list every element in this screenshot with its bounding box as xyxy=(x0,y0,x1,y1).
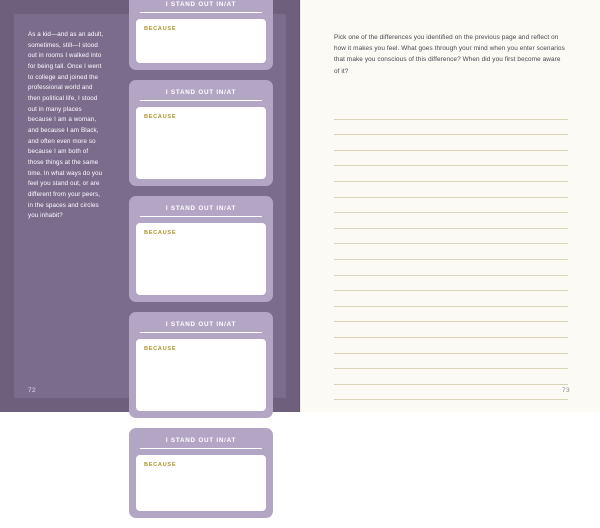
stand-out-card[interactable] xyxy=(129,312,273,418)
card-response-field[interactable] xyxy=(136,339,266,411)
stand-out-card[interactable] xyxy=(129,428,273,518)
writing-line[interactable] xyxy=(334,182,568,198)
writing-line[interactable] xyxy=(334,354,568,370)
card-title: I STAND OUT IN/AT xyxy=(140,437,262,449)
card-response-field[interactable] xyxy=(136,107,266,179)
card-response-field[interactable] xyxy=(136,455,266,511)
writing-line[interactable] xyxy=(334,213,568,229)
page-number-right: 73 xyxy=(561,387,570,394)
card-title: I STAND OUT IN/AT xyxy=(140,321,262,333)
writing-line[interactable] xyxy=(334,104,568,120)
because-label: BECAUSE xyxy=(144,114,177,120)
stand-out-card[interactable] xyxy=(129,196,273,302)
writing-line[interactable] xyxy=(334,151,568,167)
book-gutter xyxy=(299,0,301,412)
left-page xyxy=(0,0,300,468)
writing-line[interactable] xyxy=(334,229,568,245)
writing-line[interactable] xyxy=(334,135,568,151)
ruled-writing-area[interactable] xyxy=(334,104,568,400)
writing-line[interactable] xyxy=(334,244,568,260)
stand-out-card-list xyxy=(129,0,279,528)
writing-line[interactable] xyxy=(334,276,568,292)
writing-line[interactable] xyxy=(334,198,568,214)
writing-line[interactable] xyxy=(334,120,568,136)
card-title: I STAND OUT IN/AT xyxy=(140,1,262,13)
because-label: BECAUSE xyxy=(144,26,177,32)
left-page-prompt: As a kid—and as an adult, sometimes, still—I stood out in rooms I walked into for being tall. Once I went to college and joined the professional world and then political life, I stood out in many places because I am a woman, and because I am Black, and often even more so because I am both of those things at the same time. In what ways do you feel you stand out, or are different from your peers, in the spaces and circles you inhabit? xyxy=(28,31,104,220)
writing-line[interactable] xyxy=(334,291,568,307)
card-response-field[interactable] xyxy=(136,19,266,63)
page-number-left: 72 xyxy=(28,387,37,394)
card-title: I STAND OUT IN/AT xyxy=(140,89,262,101)
because-label: BECAUSE xyxy=(144,462,177,468)
stand-out-card[interactable] xyxy=(129,0,273,70)
writing-line[interactable] xyxy=(334,307,568,323)
writing-line[interactable] xyxy=(334,166,568,182)
writing-line[interactable] xyxy=(334,385,568,401)
because-label: BECAUSE xyxy=(144,230,177,236)
card-title: I STAND OUT IN/AT xyxy=(140,205,262,217)
because-label: BECAUSE xyxy=(144,346,177,352)
writing-line[interactable] xyxy=(334,338,568,354)
right-page-prompt: Pick one of the differences you identified on the previous page and reflect on how it makes you feel. What goes through your mind when you enter scenarios that make you conscious of this difference? When did you first become aware of it? xyxy=(334,34,565,75)
writing-line[interactable] xyxy=(334,369,568,385)
stand-out-card[interactable] xyxy=(129,80,273,186)
right-page xyxy=(300,0,600,412)
writing-line[interactable] xyxy=(334,322,568,338)
card-response-field[interactable] xyxy=(136,223,266,295)
writing-line[interactable] xyxy=(334,260,568,276)
